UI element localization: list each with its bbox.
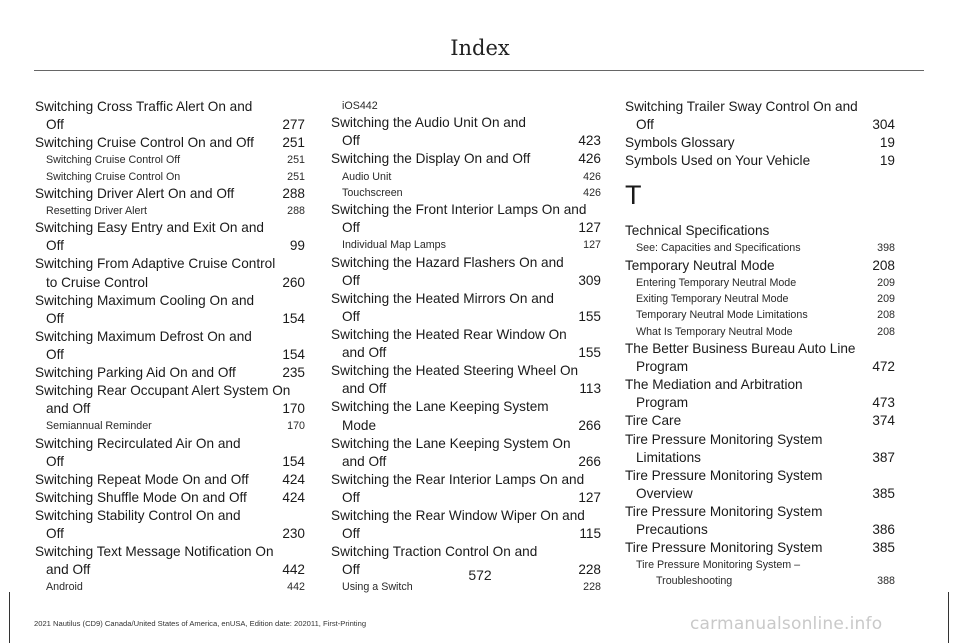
index-line-continued — [35, 346, 305, 364]
entry-text: Switching the Rear Interior Lamps On and — [331, 471, 585, 487]
entry-text: Off — [342, 133, 360, 149]
index-line-continued — [331, 489, 601, 507]
index-line-continued — [331, 344, 601, 362]
page-ref[interactable]: 251 — [287, 170, 305, 183]
index-line — [625, 222, 895, 240]
page-ref[interactable]: 442 — [282, 562, 305, 578]
entry-text: Off — [342, 489, 360, 505]
page-ref[interactable]: 423 — [578, 133, 601, 149]
entry-text: Switching Text Message Notification On — [35, 544, 274, 560]
index-entry — [35, 507, 305, 543]
index-line-continued — [35, 274, 305, 292]
index-subentry — [35, 418, 305, 434]
index-line — [331, 290, 601, 308]
page-ref[interactable]: 260 — [282, 274, 305, 290]
entry-text: Switching the Lane Keeping System On — [331, 435, 571, 451]
page-ref[interactable]: 155 — [578, 308, 601, 324]
page-ref[interactable]: 154 — [282, 310, 305, 326]
entry-text: Switching Driver Alert On and Off — [35, 185, 235, 201]
entry-text: Switching Maximum Cooling On and — [35, 292, 255, 308]
index-subentry — [35, 203, 305, 219]
index-line — [35, 98, 305, 116]
entry-text: Switching Cross Traffic Alert On and — [35, 99, 253, 114]
page-ref[interactable]: 385 — [872, 485, 895, 501]
index-line — [35, 382, 305, 400]
index-line-continued — [331, 380, 601, 398]
entry-text: Android — [46, 581, 83, 594]
entry-text: to Cruise Control — [46, 274, 148, 290]
page-ref[interactable]: 277 — [282, 117, 305, 133]
index-entry — [331, 254, 601, 290]
index-entry — [625, 257, 895, 340]
index-entry — [35, 328, 305, 364]
index-line-continued — [35, 237, 305, 255]
entry-text: Off — [342, 272, 360, 288]
entry-text: Switching the Heated Steering Wheel On — [331, 363, 579, 379]
index-line — [625, 340, 895, 358]
entry-text: Switching the Front Interior Lamps On and — [331, 202, 587, 218]
index-line — [331, 471, 601, 489]
entry-text: and Off — [342, 453, 387, 469]
entry-text: Off — [636, 117, 654, 133]
page-ref[interactable]: 442 — [359, 100, 378, 112]
entry-text: Off — [342, 220, 360, 236]
entry-text: Off — [46, 238, 64, 254]
page-ref[interactable]: 424 — [282, 471, 305, 487]
watermark-logo: carmanualsonline.info — [690, 614, 883, 634]
page-ref[interactable]: 398 — [877, 242, 895, 255]
index-entry — [331, 435, 601, 471]
index-line — [35, 292, 305, 310]
index-line — [636, 324, 895, 340]
index-line — [625, 503, 895, 521]
index-line-continued — [625, 358, 895, 376]
index-entry — [35, 471, 305, 489]
entry-text: Switching Cruise Control Off — [46, 154, 181, 167]
page-ref[interactable]: 385 — [872, 540, 895, 556]
index-line — [46, 203, 305, 219]
entry-text: Off — [342, 308, 360, 324]
index-line-continued — [331, 308, 601, 326]
page-ref[interactable]: 426 — [583, 170, 601, 183]
entry-text: Switching the Heated Rear Window On — [331, 327, 567, 343]
page-ref[interactable]: 424 — [282, 489, 305, 505]
index-entry — [625, 412, 895, 430]
entry-text: Technical Specifications — [625, 223, 770, 239]
index-line — [35, 471, 305, 489]
page-ref[interactable]: 170 — [287, 420, 305, 433]
index-column-1 — [35, 98, 305, 596]
entry-text: Symbols Glossary — [625, 135, 735, 151]
index-entry — [331, 398, 601, 434]
index-line-continued — [331, 219, 601, 237]
page-ref[interactable]: 266 — [578, 453, 601, 469]
index-line-continued — [35, 116, 305, 134]
entry-text: and Off — [46, 401, 91, 417]
page-ref[interactable]: 442 — [287, 581, 305, 594]
index-subentry — [331, 237, 601, 253]
entry-text: See: Capacities and Specifications — [636, 242, 801, 255]
page-ref[interactable]: 209 — [877, 293, 895, 306]
index-line-continued — [331, 453, 601, 471]
page-ref[interactable]: 473 — [872, 395, 895, 411]
entry-text: Switching Easy Entry and Exit On and — [35, 220, 264, 236]
entry-text: Touchscreen — [342, 186, 403, 199]
entry-text: Switching the Heated Mirrors On and — [331, 290, 554, 306]
index-line-continued — [331, 272, 601, 290]
entry-text: Off — [46, 526, 64, 542]
entry-text: Audio Unit — [342, 170, 392, 183]
entry-text: Temporary Neutral Mode — [625, 257, 775, 273]
index-line — [331, 435, 601, 453]
page-ref[interactable]: 228 — [578, 562, 601, 578]
page-ref[interactable]: 208 — [877, 309, 895, 322]
index-line-continued — [625, 116, 895, 134]
page-ref[interactable]: 304 — [872, 117, 895, 133]
entry-text: Switching Cruise Control On — [46, 170, 181, 183]
index-entry — [625, 98, 895, 134]
index-line — [331, 254, 601, 272]
index-entry — [35, 98, 305, 134]
index-line-continued — [331, 525, 601, 543]
index-entry — [35, 489, 305, 507]
index-entry — [625, 376, 895, 412]
index-line — [625, 467, 895, 485]
entry-text: Off — [46, 453, 64, 469]
entry-text: Switching Repeat Mode On and Off — [35, 471, 249, 487]
index-line-continued — [35, 310, 305, 328]
index-line — [636, 275, 895, 291]
entry-text: Tire Care — [625, 413, 682, 429]
entry-text: Off — [342, 562, 360, 578]
index-entry — [331, 150, 601, 201]
index-line — [35, 219, 305, 237]
index-line — [35, 185, 305, 203]
index-subentry — [35, 152, 305, 168]
entry-text: Switching From Adaptive Cruise Control — [35, 256, 276, 272]
page-ref[interactable]: 208 — [877, 325, 895, 338]
page-ref[interactable]: 251 — [282, 135, 305, 151]
index-line — [35, 507, 305, 525]
index-entry — [625, 467, 895, 503]
page-ref[interactable]: 288 — [287, 204, 305, 217]
index-line — [35, 435, 305, 453]
entry-text: Exiting Temporary Neutral Mode — [636, 293, 789, 306]
index-line-continued — [331, 417, 601, 435]
index-subentry — [625, 307, 895, 323]
entry-text: Off — [46, 117, 64, 133]
index-entry — [331, 326, 601, 362]
index-line — [625, 152, 895, 170]
index-entry — [35, 364, 305, 382]
page-ref[interactable]: 426 — [583, 186, 601, 199]
index-entry — [35, 255, 305, 291]
title-divider — [34, 70, 924, 71]
page-ref[interactable]: 309 — [578, 272, 601, 288]
index-entry — [625, 152, 895, 170]
index-line — [342, 98, 601, 114]
index-line — [331, 362, 601, 380]
page-title: Index — [450, 36, 510, 60]
entry-text: Using a Switch — [342, 581, 413, 594]
index-line — [342, 185, 601, 201]
entry-text: and Off — [46, 562, 91, 578]
entry-text: Precautions — [636, 521, 708, 537]
index-entry — [331, 114, 601, 150]
index-line — [331, 507, 601, 525]
entry-text: Switching Maximum Defrost On and — [35, 328, 252, 344]
entry-text: Switching Traction Control On and — [331, 544, 538, 560]
index-line-continued — [35, 525, 305, 543]
entry-text: Troubleshooting — [656, 575, 733, 588]
entry-text: and Off — [342, 345, 387, 361]
page-number: 572 — [468, 567, 492, 583]
index-line — [636, 291, 895, 307]
entry-text: Switching Cruise Control On and Off — [35, 135, 254, 151]
page-ref[interactable]: 113 — [579, 381, 601, 397]
index-entry — [35, 435, 305, 471]
index-entry — [35, 185, 305, 219]
page-ref[interactable]: 228 — [583, 581, 601, 594]
index-entry — [625, 431, 895, 467]
index-line — [342, 237, 601, 253]
index-line — [46, 418, 305, 434]
page-ref[interactable]: 266 — [578, 417, 601, 433]
entry-text: Tire Pressure Monitoring System – — [636, 559, 801, 572]
index-line — [625, 134, 895, 152]
entry-text: and Off — [342, 381, 387, 397]
entry-text: Overview — [636, 485, 693, 501]
index-line — [331, 398, 601, 416]
entry-text: Symbols Used on Your Vehicle — [625, 153, 811, 169]
page-ref[interactable]: 127 — [583, 239, 601, 252]
index-entry — [331, 290, 601, 326]
page-ref[interactable]: 127 — [578, 220, 601, 236]
index-line — [625, 431, 895, 449]
entry-text: The Mediation and Arbitration — [625, 377, 803, 393]
index-line-continued — [35, 453, 305, 471]
see-reference — [625, 240, 895, 256]
index-subentry — [331, 185, 601, 201]
page-ref[interactable]: 251 — [287, 154, 305, 167]
index-entry — [625, 340, 895, 376]
entry-text: Switching Rear Occupant Alert System On — [35, 383, 291, 399]
page-ref[interactable]: 387 — [872, 449, 895, 465]
crop-mark-right — [948, 592, 949, 643]
entry-text: Switching Stability Control On and — [35, 507, 241, 523]
index-line — [35, 328, 305, 346]
index-entry — [35, 219, 305, 255]
crop-mark-left — [9, 592, 10, 643]
page-ref[interactable]: 99 — [289, 238, 305, 254]
index-line — [46, 152, 305, 168]
entry-text: Program — [636, 395, 689, 411]
page-ref[interactable]: 208 — [872, 257, 895, 273]
index-line — [636, 307, 895, 323]
page-ref[interactable]: 115 — [579, 526, 601, 542]
index-subentry — [625, 291, 895, 307]
entry-text: Mode — [342, 417, 377, 433]
entry-text: Switching Trailer Sway Control On and — [625, 99, 858, 114]
entry-text: Resetting Driver Alert — [46, 204, 147, 217]
page-ref[interactable]: 472 — [872, 359, 895, 375]
index-line-continued — [625, 394, 895, 412]
entry-text: What Is Temporary Neutral Mode — [636, 325, 793, 338]
entry-text: Entering Temporary Neutral Mode — [636, 276, 797, 289]
page-ref[interactable]: 209 — [877, 276, 895, 289]
index-column-2 — [331, 98, 601, 596]
page-ref[interactable]: 19 — [879, 153, 895, 169]
entry-text: The Better Business Bureau Auto Line — [625, 341, 856, 357]
index-subentry — [625, 324, 895, 340]
entry-text: Temporary Neutral Mode Limitations — [636, 309, 808, 322]
index-line — [331, 114, 601, 132]
entry-text: Switching the Hazard Flashers On and — [331, 254, 564, 270]
index-line-continued — [35, 400, 305, 418]
entry-text: Switching the Rear Window Wiper On and — [331, 507, 585, 523]
index-line — [331, 326, 601, 344]
entry-text: Program — [636, 359, 689, 375]
index-subentry — [35, 169, 305, 185]
index-line — [35, 134, 305, 152]
entry-text: Individual Map Lamps — [342, 239, 446, 252]
index-line-continued — [331, 132, 601, 150]
entry-text: Off — [46, 346, 64, 362]
index-entry — [331, 471, 601, 507]
index-subentry — [625, 275, 895, 291]
page-ref[interactable]: 154 — [282, 346, 305, 362]
index-line — [625, 376, 895, 394]
index-entry — [35, 292, 305, 328]
entry-text: Tire Pressure Monitoring System — [625, 467, 823, 483]
page-ref[interactable]: 127 — [578, 489, 601, 505]
index-line-continued — [625, 521, 895, 539]
index-line — [342, 169, 601, 185]
entry-text: iOS — [342, 100, 360, 112]
entry-text: Tire Pressure Monitoring System — [625, 540, 823, 556]
index-line — [625, 539, 895, 557]
index-line — [35, 489, 305, 507]
entry-text: Switching the Lane Keeping System — [331, 399, 549, 415]
edition-footer: 2021 Nautilus (CD9) Canada/United States of America, enUSA, Edition date: 202011, First-Printing — [34, 619, 367, 628]
index-line — [35, 364, 305, 382]
entry-text: Switching Shuffle Mode On and Off — [35, 489, 247, 505]
index-subentry — [331, 98, 601, 114]
index-line — [625, 98, 895, 116]
index-entry — [331, 362, 601, 398]
index-entry — [35, 134, 305, 185]
index-line — [636, 240, 895, 256]
index-line — [625, 257, 895, 275]
index-entry — [625, 222, 895, 256]
index-line — [331, 150, 601, 168]
index-entry — [625, 503, 895, 539]
page-ref[interactable]: 19 — [879, 135, 895, 151]
entry-text: Switching the Audio Unit On and — [331, 115, 526, 131]
page-ref[interactable]: 170 — [282, 401, 305, 417]
index-line — [46, 169, 305, 185]
index-entry — [625, 134, 895, 152]
entry-text: Tire Pressure Monitoring System — [625, 503, 823, 519]
entry-text: Limitations — [636, 449, 701, 465]
index-entry — [331, 507, 601, 543]
index-line — [331, 543, 601, 561]
index-entry — [331, 201, 601, 253]
page-ref[interactable]: 230 — [282, 526, 305, 542]
index-line — [331, 201, 601, 219]
entry-text: Off — [342, 526, 360, 542]
index-line-continued — [625, 449, 895, 467]
index-line — [625, 412, 895, 430]
entry-text: Switching the Display On and Off — [331, 151, 531, 167]
index-entry — [35, 382, 305, 434]
index-line — [35, 543, 305, 561]
page-ref[interactable]: 388 — [877, 575, 895, 588]
page-ref[interactable]: 235 — [282, 365, 305, 381]
page-ref[interactable]: 155 — [578, 345, 601, 361]
page-ref[interactable]: 154 — [282, 453, 305, 469]
index-subentry — [331, 169, 601, 185]
page-ref[interactable]: 374 — [872, 413, 895, 429]
entry-text: Off — [46, 310, 64, 326]
index-line — [35, 255, 305, 273]
page-ref[interactable]: 426 — [578, 151, 601, 167]
page-ref[interactable]: 288 — [282, 185, 305, 201]
section-letter: T — [625, 180, 642, 211]
entry-text: Tire Pressure Monitoring System — [625, 431, 823, 447]
index-line-continued — [625, 485, 895, 503]
index-column-3 — [625, 98, 895, 590]
entry-text: Switching Recirculated Air On and — [35, 435, 241, 451]
page-ref[interactable]: 386 — [872, 521, 895, 537]
entry-text: Semiannual Reminder — [46, 420, 152, 433]
entry-text: Switching Parking Aid On and Off — [35, 365, 236, 381]
